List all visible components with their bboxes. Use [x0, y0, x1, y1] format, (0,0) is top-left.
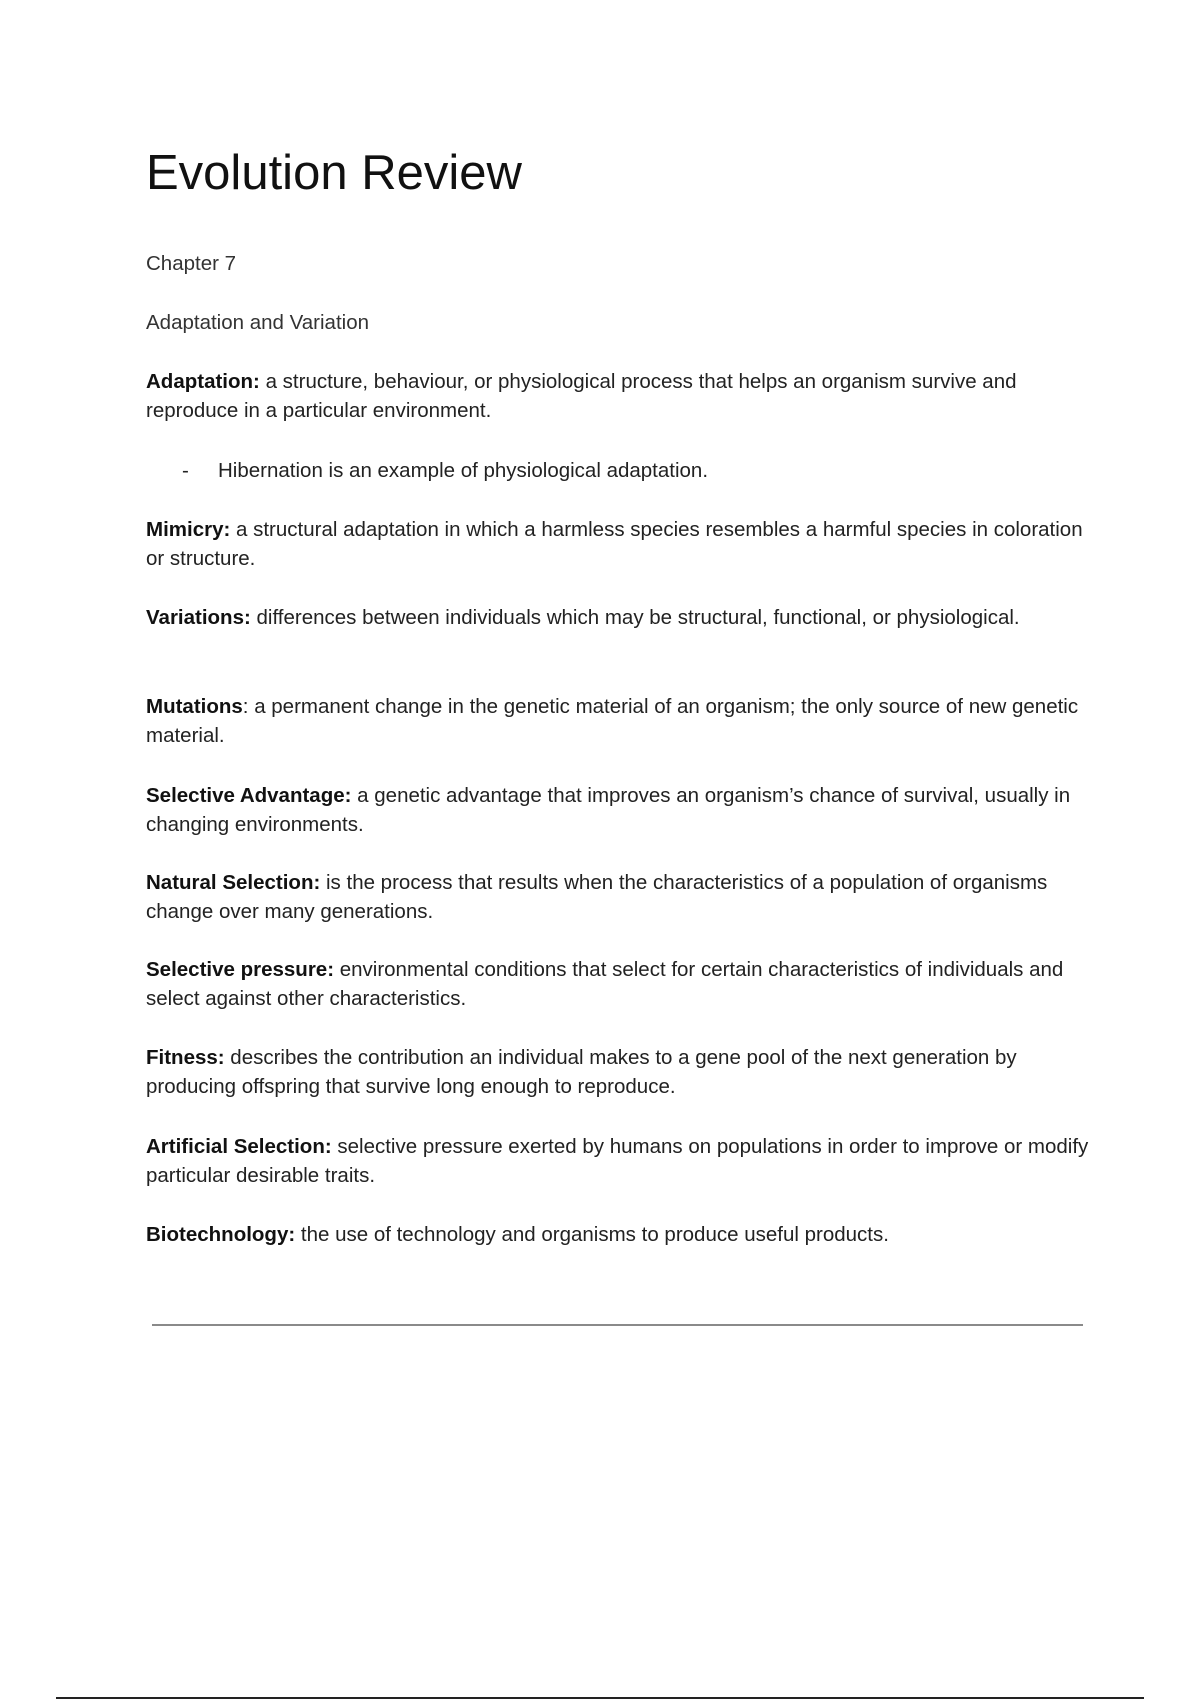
term-definition: selective pressure exerted by humans on populations in order to improve or modify particular desirable traits. — [146, 1135, 1089, 1187]
bullet-marker: - — [182, 459, 189, 482]
definition-biotechnology — [146, 1220, 1106, 1249]
term-definition: describes the contribution an individual makes to a gene pool of the next generation by producing offspring that survive long enough to reproduce. — [146, 1046, 1017, 1098]
section-heading: Adaptation and Variation — [146, 311, 370, 334]
term-definition: : a permanent change in the genetic material of an organism; the only source of new genetic material. — [146, 695, 1079, 747]
term-label: Selective pressure: — [146, 958, 335, 981]
bullet-item — [182, 456, 708, 485]
definition-mimicry — [146, 515, 1106, 573]
definition-artificial-selection — [146, 1132, 1106, 1190]
document-title: Evolution Review — [146, 146, 522, 200]
chapter-label: Chapter 7 — [146, 252, 237, 275]
page-bottom-border — [56, 1697, 1144, 1699]
definition-mutations — [146, 692, 1106, 750]
definition-variations — [146, 603, 1106, 632]
term-definition: a structure, behaviour, or physiological process that helps an organism survive and reproduce in a particular environment. — [146, 370, 1017, 422]
term-label: Biotechnology: — [146, 1223, 296, 1246]
definition-selective-pressure — [146, 955, 1106, 1013]
term-label: Fitness: — [146, 1046, 225, 1069]
term-definition: a genetic advantage that improves an organism’s chance of survival, usually in changing environments. — [146, 784, 1071, 836]
term-label: Adaptation: — [146, 370, 260, 393]
term-definition: is the process that results when the characteristics of a population of organisms change over many generations. — [146, 871, 1048, 923]
term-definition: a structural adaptation in which a harmless species resembles a harmful species in coloration or structure. — [146, 518, 1083, 570]
term-label: Variations: — [146, 606, 251, 629]
term-label: Mutations — [146, 695, 243, 718]
term-label: Mimicry: — [146, 518, 231, 541]
definition-fitness — [146, 1043, 1106, 1101]
term-definition: the use of technology and organisms to produce useful products. — [295, 1223, 889, 1246]
definition-natural-selection — [146, 868, 1106, 926]
definition-adaptation — [146, 367, 1106, 425]
term-definition: environmental conditions that select for certain characteristics of individuals and select against other characteristics. — [146, 958, 1064, 1010]
term-definition: differences between individuals which may be structural, functional, or physiological. — [250, 606, 1020, 629]
term-label: Natural Selection: — [146, 871, 321, 894]
term-label: Artificial Selection: — [146, 1135, 332, 1158]
definition-selective-advantage — [146, 781, 1106, 839]
bullet-text: Hibernation is an example of physiological adaptation. — [218, 459, 709, 482]
horizontal-divider — [152, 1324, 1083, 1326]
term-label: Selective Advantage: — [146, 784, 352, 807]
